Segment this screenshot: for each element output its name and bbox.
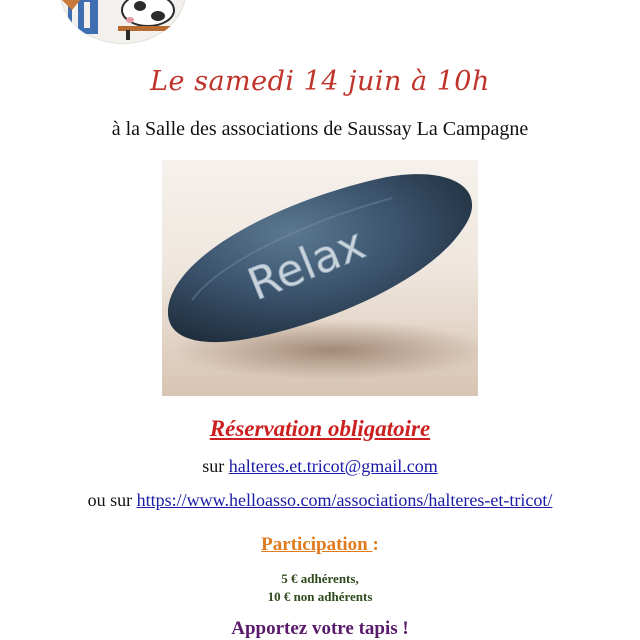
- email-line: [0, 456, 640, 477]
- website-link[interactable]: https://www.helloasso.com/associations/halteres-et-tricot/: [136, 490, 553, 510]
- email-link[interactable]: halteres.et.tricot@gmail.com: [228, 456, 438, 476]
- event-venue: à la Salle des associations de Saussay La Campagne: [111, 118, 529, 140]
- bring-mat-reminder: Apportez votre tapis !: [231, 618, 409, 639]
- association-logo: [60, 0, 186, 44]
- logo-illustration-icon: [60, 0, 186, 44]
- website-prefix: ou sur: [87, 490, 133, 510]
- price-non-members: 10 € non adhérents: [267, 589, 373, 604]
- participation-text: Participation: [261, 534, 373, 555]
- participation-label: [0, 534, 640, 556]
- price-members: 5 € adhérents,: [281, 571, 359, 586]
- participation-colon: :: [372, 534, 379, 555]
- email-prefix: sur: [202, 456, 225, 476]
- event-date: Le samedi 14 juin à 10h: [150, 66, 490, 97]
- reservation-heading: Réservation obligatoire: [209, 416, 431, 441]
- relax-stone-photo: [162, 160, 478, 396]
- relax-engraving: Relax: [240, 218, 373, 311]
- relax-stone-image: [162, 160, 478, 396]
- website-line: [0, 490, 640, 511]
